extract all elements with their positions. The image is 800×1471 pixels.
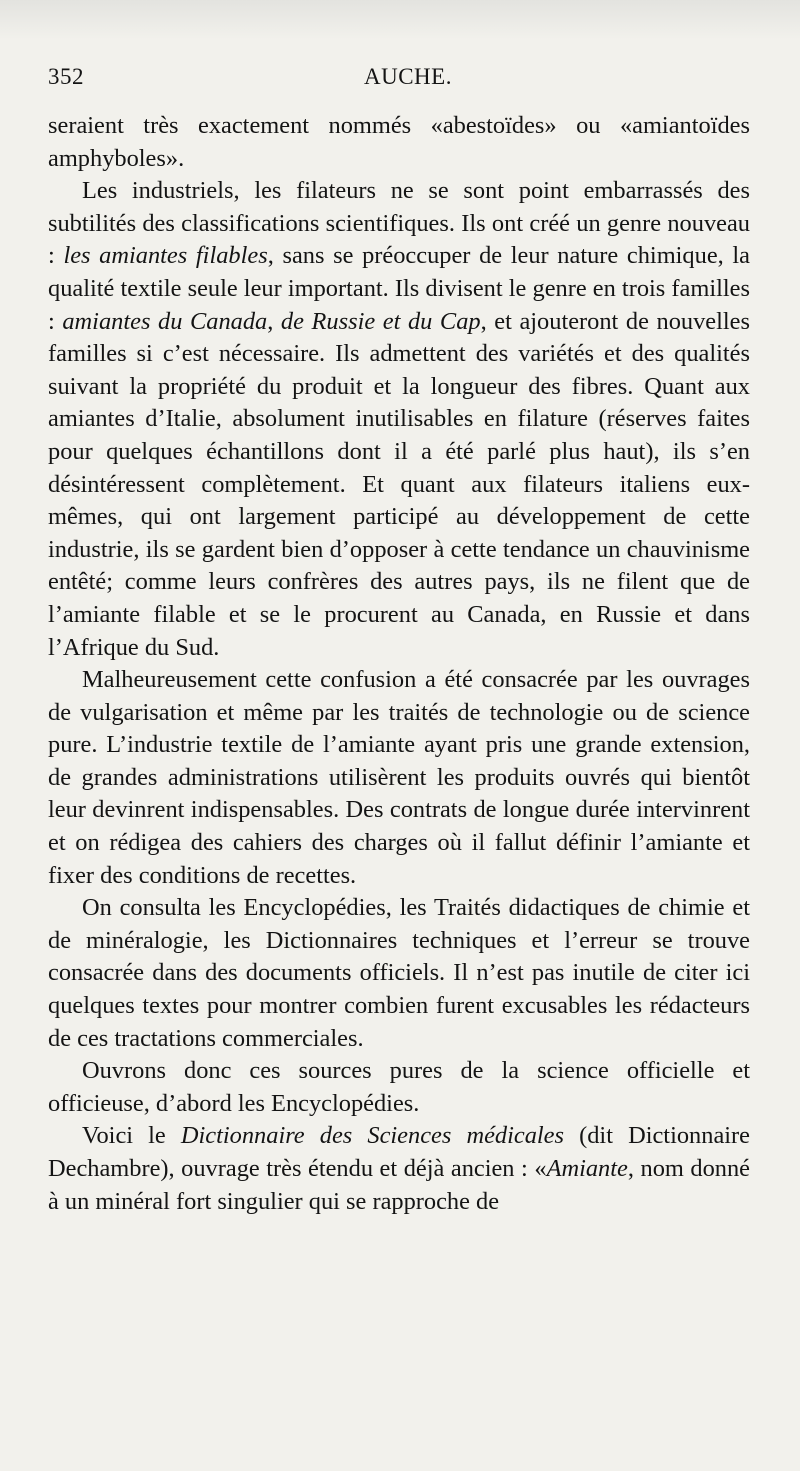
paragraph-2-text-1: Les industriels, les filateurs ne se sont point embarrassés des subtilités des classifications scientifiques. Ils ont créé un genre nouveau : [48, 177, 750, 270]
paragraph-2-italic-1: les amiantes filables [63, 242, 268, 270]
paragraph-2-text-3: , [267, 307, 281, 335]
paragraph-6-italic-1: Dictionnaire des Sciences médicales [180, 1122, 564, 1150]
page-number: 352 [48, 64, 84, 89]
paragraph-2-italic-3: de Russie et du Cap [280, 307, 481, 335]
paragraph-5: Ouvrons donc ces sources pures de la science officielle et officieuse, d’abord les Encyclopédies. [48, 1057, 750, 1117]
paragraph-2 [48, 175, 750, 664]
paragraph-6-italic-2: Amiante [546, 1155, 628, 1182]
paragraph-2-text-4: , et ajouteront de nouvelles familles si c’est nécessaire. Ils admettent des variétés et des qualités suivant la propriété du produit et la longueur des fibres. Quant aux amiantes d’Italie, absolument inutilisables en filature (réserves faites pour quelques échantillons dont il a été parlé plus haut), ils s’en désintéressent complètement. Et quant aux filateurs italiens eux-mêmes, qui ont largement participé au développement de cette industrie, ils se gardent bien d’opposer à cette tendance un chauvinisme entêté; comme leurs confrères des autres pays, ils ne filent que de l’amiante filable et se le procurent au Canada, en Russie et dans l’Afrique du Sud. [48, 307, 750, 661]
paragraph-2-italic-2: amiantes du Canada [62, 307, 268, 335]
body-text [48, 110, 750, 1218]
running-head [48, 64, 750, 100]
page-top-shadow [0, 0, 800, 40]
paragraph-6-text-2: (dit Dictionnaire Dechambre), ouvrage très étendu et déjà ancien : « [48, 1122, 750, 1182]
paragraph-4: On consulta les Encyclopédies, les Traités didactiques de chimie et de minéralogie, les Dictionnaires techniques et l’erreur se trouve consacrée dans des documents officiels. Il n’est pas inutile de citer ici quelques textes pour montrer combien furent excusables les rédacteurs de ces tractations commerciales. [48, 894, 750, 1052]
paragraph-1: seraient très exactement nommés «abestoïdes» ou «amiantoïdes amphyboles». [48, 112, 750, 172]
paragraph-6-text-1: Voici le [82, 1122, 181, 1150]
paragraph-2-text-2: , sans se préoccuper de leur nature chimique, la qualité textile seule leur important. Ils divisent le genre en trois familles : [48, 242, 751, 335]
running-title: AUCHE. [364, 64, 452, 89]
paragraph-6 [48, 1120, 750, 1218]
paragraph-3: Malheureusement cette confusion a été consacrée par les ouvrages de vulgarisation et même par les traités de technologie ou de science pure. L’industrie textile de l’amiante ayant pris une grande extension, de grandes administrations utilisèrent les produits ouvrés qui bientôt leur devinrent indispensables. Des contrats de longue durée intervinrent et on rédigea des cahiers des charges où il fallut définir l’amiante et fixer des conditions de recettes. [48, 666, 750, 889]
paragraph-6-text-3: , nom donné à un minéral fort singulier qui se rapproche de [48, 1155, 751, 1215]
